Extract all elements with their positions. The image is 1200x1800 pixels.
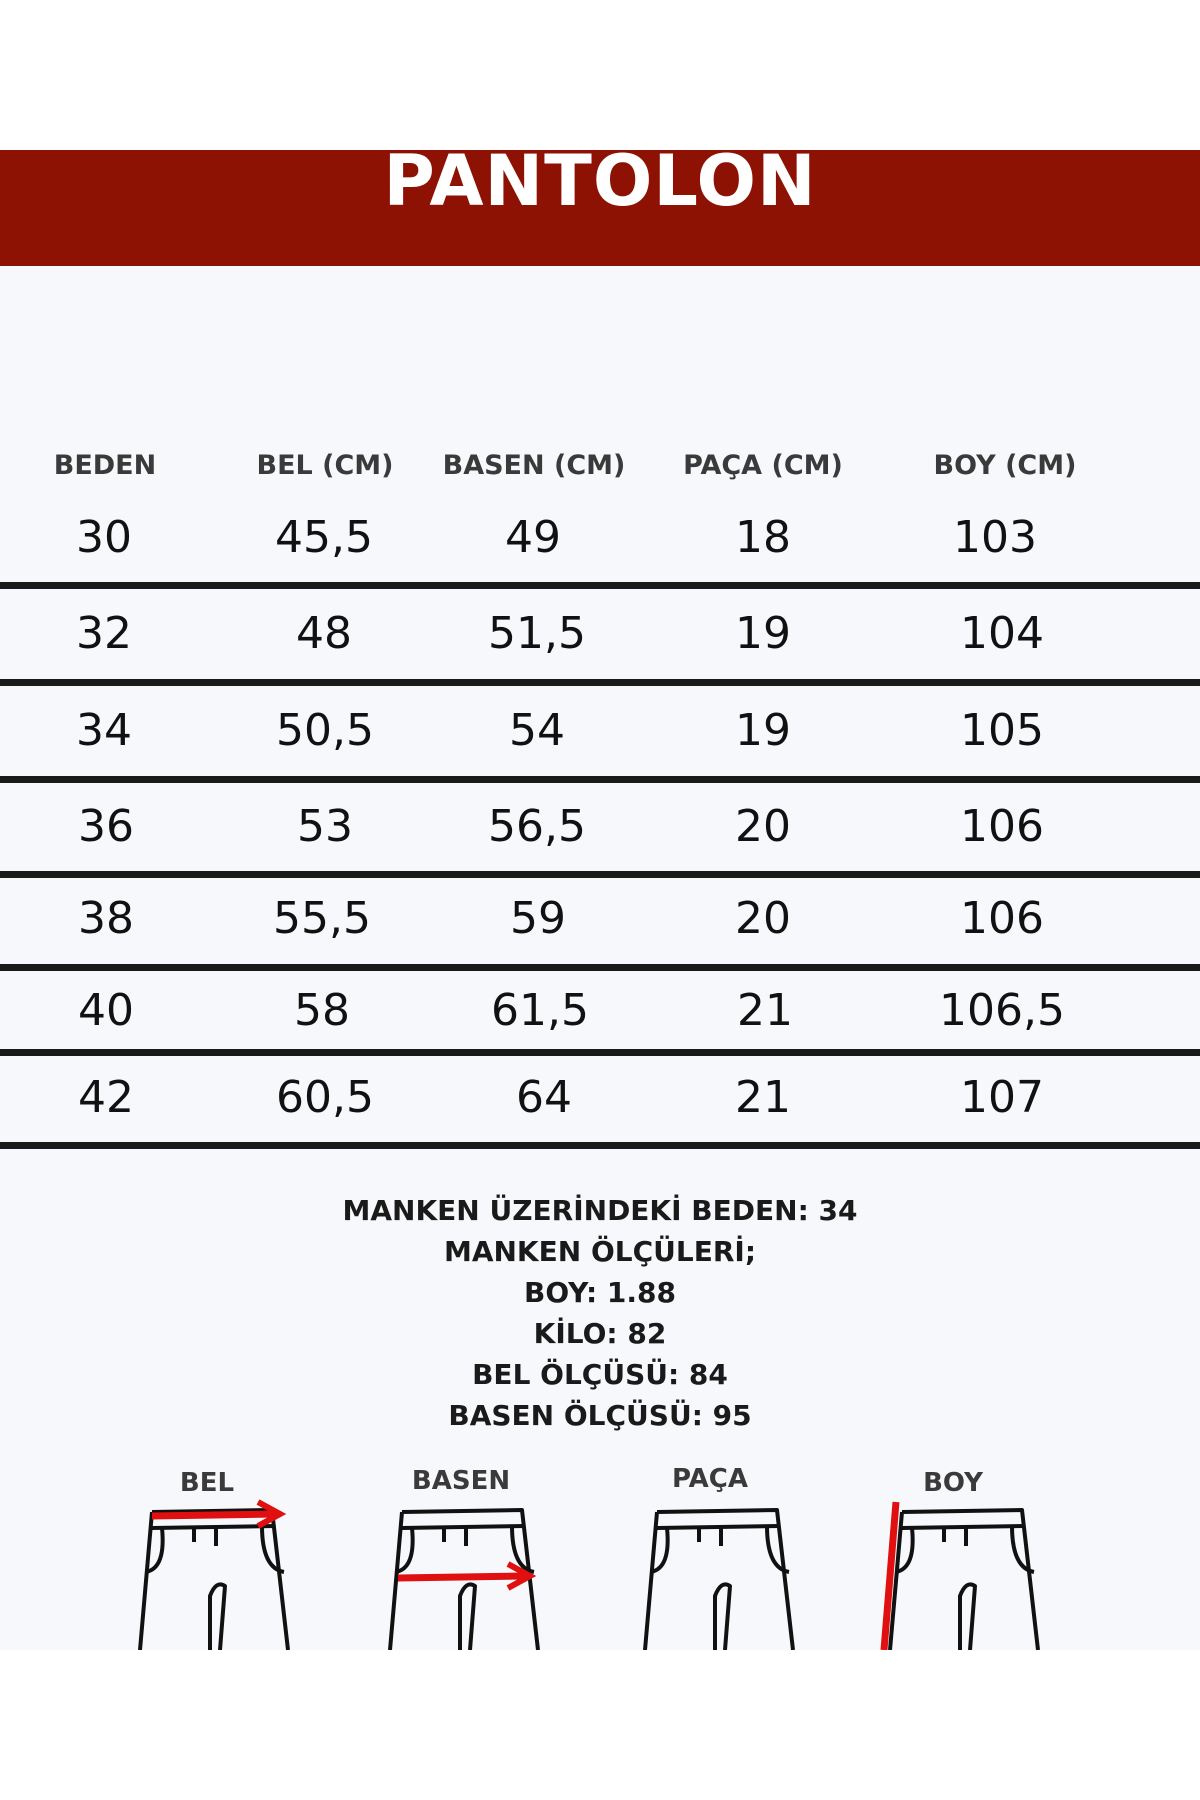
model-height-text: BOY: 1.88	[523, 1276, 677, 1309]
header-boy: BOY (CM)	[933, 450, 1077, 481]
pants-length-diagram	[880, 1490, 1050, 1660]
cell-bel: 50,5	[276, 705, 374, 756]
cell-beden: 32	[76, 608, 132, 659]
row-divider	[0, 582, 1200, 589]
cell-bel: 45,5	[275, 512, 373, 563]
pants-hip-diagram	[380, 1490, 550, 1660]
bottom-margin	[0, 1650, 1200, 1800]
cell-boy: 104	[960, 608, 1044, 659]
table-row	[0, 1072, 1200, 1152]
model-weight-text: KİLO: 82	[533, 1317, 667, 1350]
cell-paca: 21	[737, 985, 793, 1036]
diagram-label-paca: PAÇA	[672, 1464, 748, 1494]
pants-waist-diagram	[130, 1490, 300, 1660]
hip-arrow-icon	[398, 1564, 530, 1588]
row-divider	[0, 776, 1200, 783]
cell-beden: 42	[78, 1072, 134, 1123]
cell-paca: 19	[735, 608, 791, 659]
header-bel: BEL (CM)	[256, 450, 394, 481]
cell-boy: 103	[953, 512, 1037, 563]
model-hip-text: BASEN ÖLÇÜSÜ: 95	[448, 1399, 752, 1432]
cell-basen: 64	[516, 1072, 572, 1123]
cell-boy: 106,5	[939, 985, 1065, 1036]
cell-beden: 30	[76, 512, 132, 563]
row-divider	[0, 679, 1200, 686]
cell-beden: 36	[78, 801, 134, 852]
diagram-label-basen: BASEN	[411, 1466, 511, 1496]
cell-basen: 61,5	[491, 985, 589, 1036]
cell-beden: 40	[78, 985, 134, 1036]
table-row	[0, 705, 1200, 785]
table-row	[0, 512, 1200, 592]
cell-boy: 107	[960, 1072, 1044, 1123]
cell-beden: 34	[76, 705, 132, 756]
waist-arrow-icon	[152, 1502, 280, 1526]
table-row	[0, 608, 1200, 688]
cell-paca: 19	[735, 705, 791, 756]
cell-bel: 48	[296, 608, 352, 659]
model-size-text: MANKEN ÜZERİNDEKİ BEDEN: 34	[342, 1194, 858, 1227]
page-title: PANTOLON	[383, 140, 817, 222]
row-divider	[0, 871, 1200, 878]
table-row	[0, 801, 1200, 881]
header-beden: BEDEN	[53, 450, 157, 481]
cell-basen: 56,5	[488, 801, 586, 852]
cell-bel: 55,5	[273, 893, 371, 944]
top-margin	[0, 0, 1200, 150]
cell-basen: 59	[510, 893, 566, 944]
cell-beden: 38	[78, 893, 134, 944]
header-paca: PAÇA (CM)	[683, 450, 843, 481]
cell-paca: 18	[735, 512, 791, 563]
model-measurements-heading: MANKEN ÖLÇÜLERİ;	[443, 1235, 757, 1268]
row-divider	[0, 1049, 1200, 1056]
cell-paca: 21	[735, 1072, 791, 1123]
pants-hem-diagram	[635, 1490, 805, 1660]
diagram-label-boy: BOY	[923, 1468, 983, 1498]
header-basen: BASEN (CM)	[442, 450, 626, 481]
cell-bel: 60,5	[276, 1072, 374, 1123]
table-bottom-rule	[0, 1142, 1200, 1149]
table-row	[0, 893, 1200, 973]
cell-paca: 20	[735, 893, 791, 944]
cell-boy: 105	[960, 705, 1044, 756]
cell-basen: 49	[505, 512, 561, 563]
cell-boy: 106	[960, 801, 1044, 852]
cell-basen: 54	[509, 705, 565, 756]
cell-boy: 106	[960, 893, 1044, 944]
diagram-label-bel: BEL	[179, 1468, 235, 1498]
cell-basen: 51,5	[488, 608, 586, 659]
cell-bel: 58	[294, 985, 350, 1036]
cell-bel: 53	[297, 801, 353, 852]
cell-paca: 20	[735, 801, 791, 852]
row-divider	[0, 964, 1200, 971]
model-waist-text: BEL ÖLÇÜSÜ: 84	[472, 1358, 728, 1391]
